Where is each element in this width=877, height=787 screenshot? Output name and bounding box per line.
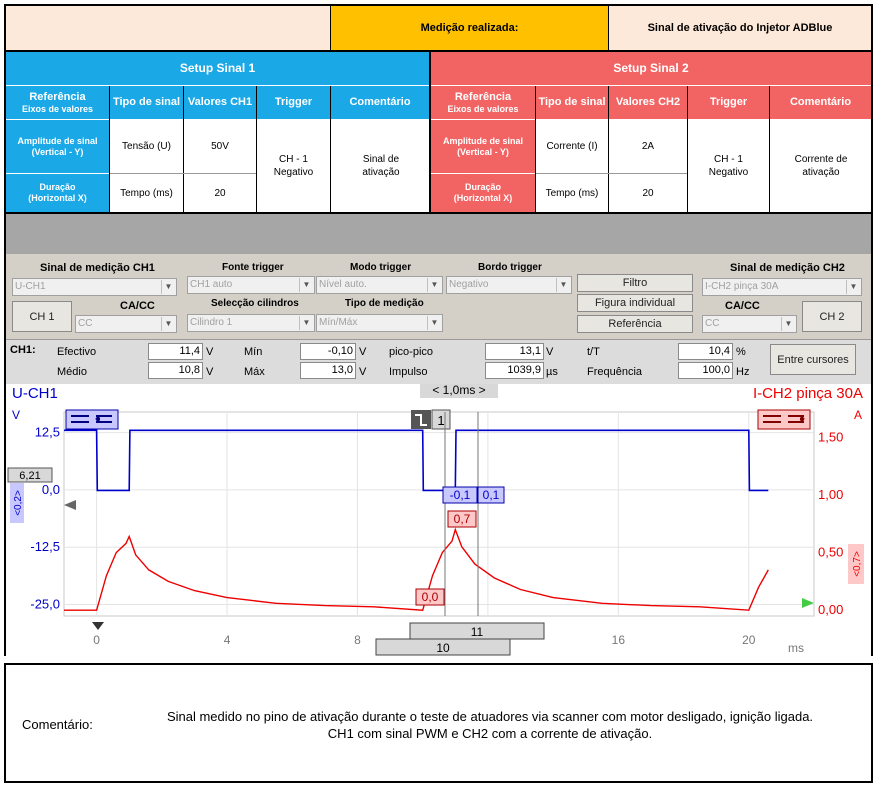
setup2-amp-label	[431, 120, 535, 173]
right-unit: A	[854, 408, 863, 422]
freq-value: 100,0	[678, 362, 733, 379]
chevron-down-icon: ▼	[299, 316, 313, 330]
ch2-source-select[interactable]	[702, 278, 862, 296]
chevron-down-icon: ▼	[161, 317, 175, 331]
x-tick-label: 4	[223, 633, 231, 647]
ch1-acdc-value: CC	[78, 318, 93, 329]
impulso-unit: µs	[546, 366, 558, 378]
x-tick-label: 8	[354, 633, 361, 647]
cursor-ch2-peak: 0,7	[453, 512, 471, 526]
setup2-header-ref-sub: Eixos de valores	[447, 103, 519, 114]
max-label: Máx	[244, 366, 265, 378]
cursor-ch1-b: 0,1	[482, 488, 500, 502]
chevron-down-icon: ▼	[781, 317, 795, 331]
figura-individual-button[interactable]: Figura individual	[577, 294, 693, 312]
setup1-dur-tipo: Tempo (ms)	[120, 187, 173, 199]
trigger-channel: 1	[437, 413, 445, 428]
ch1-title: Sinal de medição CH1	[40, 262, 155, 274]
gray-separator	[4, 214, 873, 254]
readings-channel-label: CH1:	[10, 344, 36, 356]
scope-chart[interactable]	[6, 384, 871, 656]
title-blank-cell	[6, 6, 330, 50]
tipo-medicao-select[interactable]	[316, 314, 443, 332]
bordo-trigger-value: Negativo	[449, 279, 489, 290]
chevron-down-icon: ▼	[427, 316, 441, 330]
setup2-dur-val: 20	[642, 187, 654, 199]
ch1-scale-tag: <0,2>	[13, 490, 24, 516]
setup1-header-valores: Valores CH1	[184, 86, 256, 119]
ch1-chart-label: U-CH1	[12, 385, 58, 402]
bordo-trigger-select[interactable]	[446, 276, 572, 294]
efectivo-value: 11,4	[148, 343, 203, 360]
setup2-trigger: CH - 1 Negativo	[708, 154, 749, 178]
setup1-amp-sub: (Vertical - Y)	[31, 146, 84, 157]
setup2-dur-label	[431, 174, 535, 212]
x-tick-label: 20	[742, 633, 756, 647]
ch2-source-value: I-CH2 pinça 30A	[705, 281, 779, 292]
setup1-comment: Sinal de ativação	[362, 154, 400, 178]
tt-unit: %	[736, 346, 746, 358]
fonte-trigger-label: Fonte trigger	[222, 262, 284, 273]
x-unit: ms	[788, 641, 804, 655]
setup2-amp-tipo: Corrente (I)	[546, 141, 598, 152]
cilindros-select[interactable]	[187, 314, 315, 332]
setup1-header-ref	[6, 86, 109, 119]
chevron-down-icon: ▼	[556, 278, 570, 292]
freq-unit: Hz	[736, 366, 750, 378]
medio-unit: V	[206, 366, 214, 378]
medio-label: Médio	[57, 366, 87, 378]
time-div-label: < 1,0ms >	[432, 384, 486, 397]
ch1-button[interactable]: CH 1	[12, 301, 72, 332]
offset-label: 6,21	[19, 470, 41, 482]
ch2-title: Sinal de medição CH2	[730, 262, 845, 274]
trigger-edge-icon[interactable]	[411, 410, 431, 429]
setup2-dur-tipo: Tempo (ms)	[545, 187, 599, 199]
setup1-header-ref-label: Referência	[29, 90, 86, 103]
measurement-label: Medição realizada:	[331, 6, 608, 50]
setup2-header-ref-label: Referência	[454, 90, 512, 103]
ch1-acdc-select[interactable]	[75, 315, 177, 333]
tipo-medicao-value: Mín/Máx	[319, 317, 358, 328]
tt-value: 10,4	[678, 343, 733, 360]
chevron-down-icon: ▼	[427, 278, 441, 292]
setup1-header-tipo: Tipo de sinal	[110, 86, 183, 119]
modo-trigger-label: Modo trigger	[350, 262, 412, 273]
max-unit: V	[359, 366, 367, 378]
setup1-header-comentario: Comentário	[331, 86, 429, 119]
efectivo-label: Efectivo	[57, 346, 97, 358]
filtro-button[interactable]: Filtro	[577, 274, 693, 292]
setup2-header-comentario: Comentário	[770, 86, 871, 119]
x-tick-label: 16	[611, 633, 626, 647]
ch2-scale-icon[interactable]	[758, 410, 810, 429]
setup1-dur-val: 20	[214, 187, 226, 199]
pp-value: 13,1	[485, 343, 544, 360]
ch1-scale-icon[interactable]	[66, 410, 118, 429]
efectivo-unit: V	[206, 346, 214, 358]
ch2-button[interactable]: CH 2	[802, 301, 862, 332]
setup1-dur-label	[6, 174, 109, 212]
modo-trigger-value: Nível auto.	[319, 279, 367, 290]
left-tick-label: 12,5	[34, 424, 60, 440]
tipo-medicao-label: Tipo de medição	[345, 298, 424, 309]
right-tick-label: 0,50	[818, 544, 844, 560]
left-tick-label: 0,0	[41, 481, 60, 497]
right-tick-label: 1,00	[818, 486, 844, 502]
setup1-header-trigger: Trigger	[257, 86, 330, 119]
referencia-button[interactable]: Referência	[577, 315, 693, 333]
setup1-trigger: CH - 1 Negativo	[273, 154, 314, 178]
freq-label: Frequência	[587, 366, 643, 378]
pp-label: pico-pico	[389, 346, 434, 358]
ch1-acdc-label: CA/CC	[120, 300, 155, 312]
comment-line-1: Sinal medido no pino de ativação durante o teste de atuadores via scanner com motor desligado, ignição ligada.	[166, 709, 814, 724]
setup2-header-tipo: Tipo de sinal	[536, 86, 608, 119]
comment-label: Comentário:	[22, 717, 93, 732]
ch2-acdc-value: CC	[705, 318, 720, 329]
chevron-down-icon: ▼	[299, 278, 313, 292]
left-unit: V	[12, 408, 21, 422]
setup2-amp-label-text: Amplitude de sinal	[442, 135, 523, 146]
setup2-amp-sub: (Vertical - Y)	[457, 146, 509, 157]
cursor-ch1-a: -0,1	[449, 488, 471, 502]
measurement-value: Sinal de ativação do Injetor ADBlue	[609, 6, 871, 50]
setup1-title: Setup Sinal 1	[6, 52, 429, 85]
min-label: Mín	[244, 346, 263, 358]
pp-unit: V	[546, 346, 554, 358]
x-tick-label: 0	[93, 633, 100, 647]
min-value: -0,10	[300, 343, 356, 360]
setup2-dur-sub: (Horizontal X)	[453, 193, 513, 203]
setup1-dur-sub: (Horizontal X)	[28, 193, 87, 203]
cursor-b-time: 10	[436, 641, 450, 655]
chevron-down-icon: ▼	[161, 280, 175, 294]
ch2-acdc-select[interactable]	[702, 315, 797, 333]
setup1-amp-label	[6, 120, 109, 173]
setup2-dur-label-text: Duração	[464, 182, 501, 192]
left-tick-label: -25,0	[30, 596, 60, 612]
setup2-header-trigger: Trigger	[688, 86, 769, 119]
right-tick-label: 1,50	[818, 429, 844, 445]
comment-text	[130, 708, 850, 742]
left-tick-label: -12,5	[30, 539, 60, 555]
trigger-time-marker[interactable]	[92, 622, 104, 630]
cursor-ch2-zero: 0,0	[421, 590, 439, 604]
setup2-header-ref	[431, 86, 535, 119]
entre-cursores-button[interactable]: Entre cursores	[770, 344, 856, 375]
ch1-source-select[interactable]	[12, 278, 177, 296]
medio-value: 10,8	[148, 362, 203, 379]
setup1-amp-label-text: Amplitude de sinal	[17, 135, 98, 146]
fonte-trigger-value: CH1 auto	[190, 279, 233, 290]
ch1-source-value: U-CH1	[15, 281, 46, 292]
setup2-header-valores: Valores CH2	[609, 86, 687, 119]
impulso-value: 1039,9	[485, 362, 544, 379]
ch2-acdc-label: CA/CC	[725, 300, 760, 312]
right-tick-label: 0,00	[818, 602, 844, 618]
bordo-trigger-label: Bordo trigger	[478, 262, 542, 273]
impulso-label: Impulso	[389, 366, 428, 378]
fonte-trigger-select[interactable]	[187, 276, 315, 294]
setup1-amp-tipo: Tensão (U)	[122, 141, 171, 152]
cilindros-label: Selecção cilindros	[211, 298, 299, 309]
min-unit: V	[359, 346, 367, 358]
setup1-header-ref-sub: Eixos de valores	[21, 103, 94, 114]
chevron-down-icon: ▼	[846, 280, 860, 294]
tt-label: t/T	[587, 346, 600, 358]
ch2-scale-tag: <0,7>	[852, 551, 863, 577]
setup2-amp-val: 2A	[641, 141, 655, 152]
setup2-title: Setup Sinal 2	[431, 52, 871, 85]
setup2-comment: Corrente de ativação	[794, 154, 848, 178]
comment-line-2: CH1 com sinal PWM e CH2 com a corrente de ativação.	[327, 726, 653, 741]
cursor-a-time: 11	[470, 625, 484, 639]
setup1-dur-label-text: Duração	[39, 182, 76, 192]
modo-trigger-select[interactable]	[316, 276, 443, 294]
max-value: 13,0	[300, 362, 356, 379]
cilindros-value: Cilindro 1	[190, 317, 233, 328]
setup1-amp-val: 50V	[211, 141, 229, 152]
ch2-chart-label: I-CH2 pinça 30A	[752, 385, 863, 402]
